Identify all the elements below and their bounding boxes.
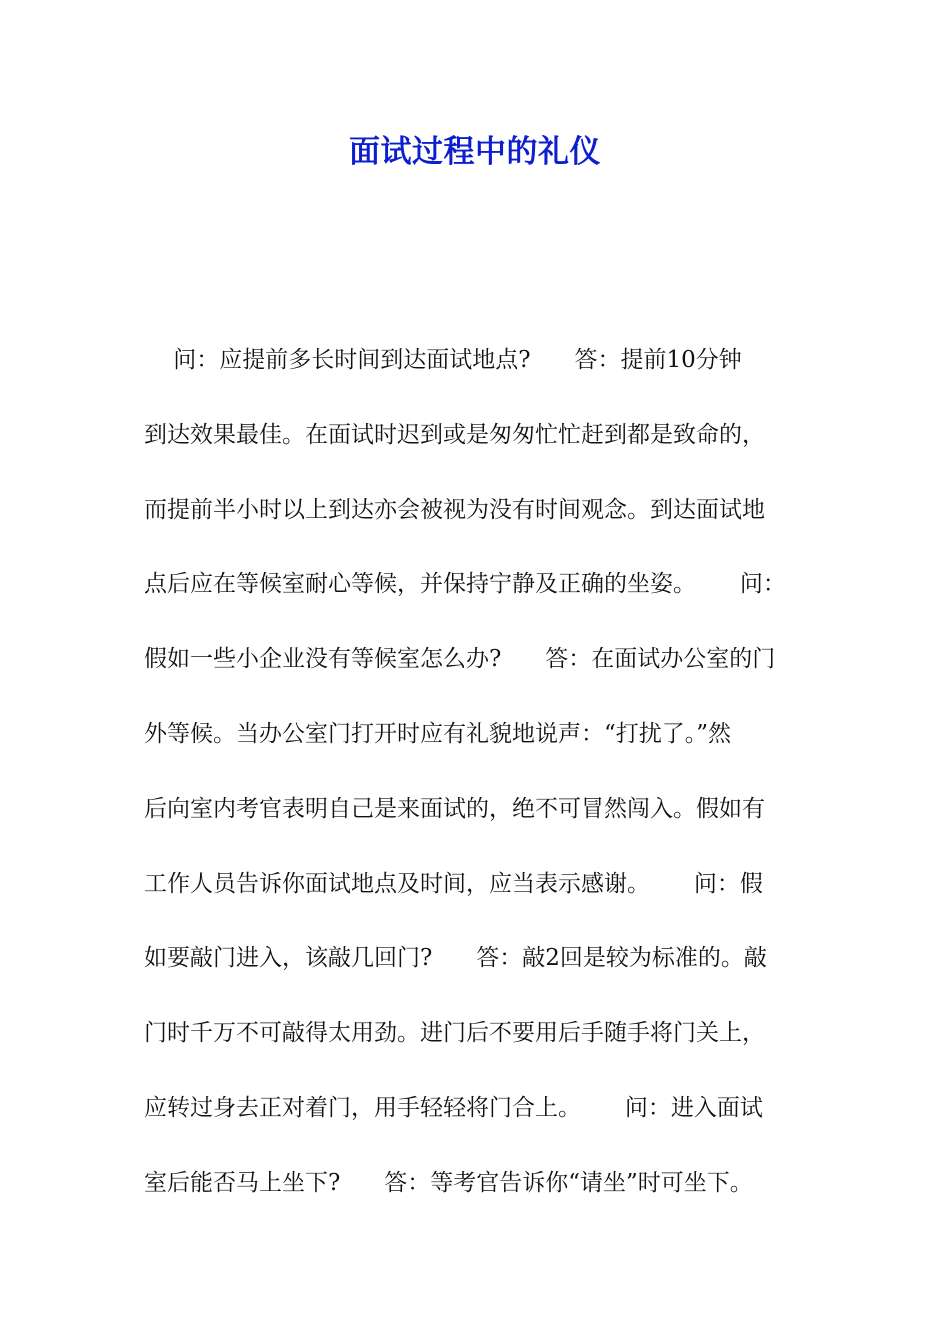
body-line: 后向室内考官表明自己是来面试的，绝不可冒然闯入。假如有 (144, 795, 765, 822)
body-line: 假如一些小企业没有等候室怎么办? 答：在面试办公室的门 (144, 646, 776, 673)
body-line: 室后能否马上坐下? 答：等考官告诉你“请坐”时可坐下。 (144, 1169, 753, 1196)
body-line: 点后应在等候室耐心等候，并保持宁静及正确的坐姿。 问： (144, 571, 786, 598)
body-line: 外等候。当办公室门打开时应有礼貌地说声：“打扰了。”然 (144, 720, 732, 747)
document-body (144, 338, 809, 1236)
body-line: 问：应提前多长时间到达面试地点? 答：提前10分钟 (144, 347, 742, 373)
body-line: 应转过身去正对着门，用手轻轻将门合上。 问：进入面试 (144, 1094, 763, 1121)
document-title: 面试过程中的礼仪 (349, 134, 601, 170)
body-line: 工作人员告诉你面试地点及时间，应当表示感谢。 问：假 (144, 870, 763, 897)
body-line: 到达效果最佳。在面试时迟到或是匆匆忙忙赶到都是致命的， (144, 421, 765, 448)
body-line: 如要敲门进入，该敲几回门? 答：敲2回是较为标准的。敲 (144, 945, 767, 972)
body-line: 而提前半小时以上到达亦会被视为没有时间观念。到达面试地 (144, 496, 765, 523)
body-line: 门时千万不可敲得太用劲。进门后不要用后手随手将门关上， (144, 1020, 765, 1047)
